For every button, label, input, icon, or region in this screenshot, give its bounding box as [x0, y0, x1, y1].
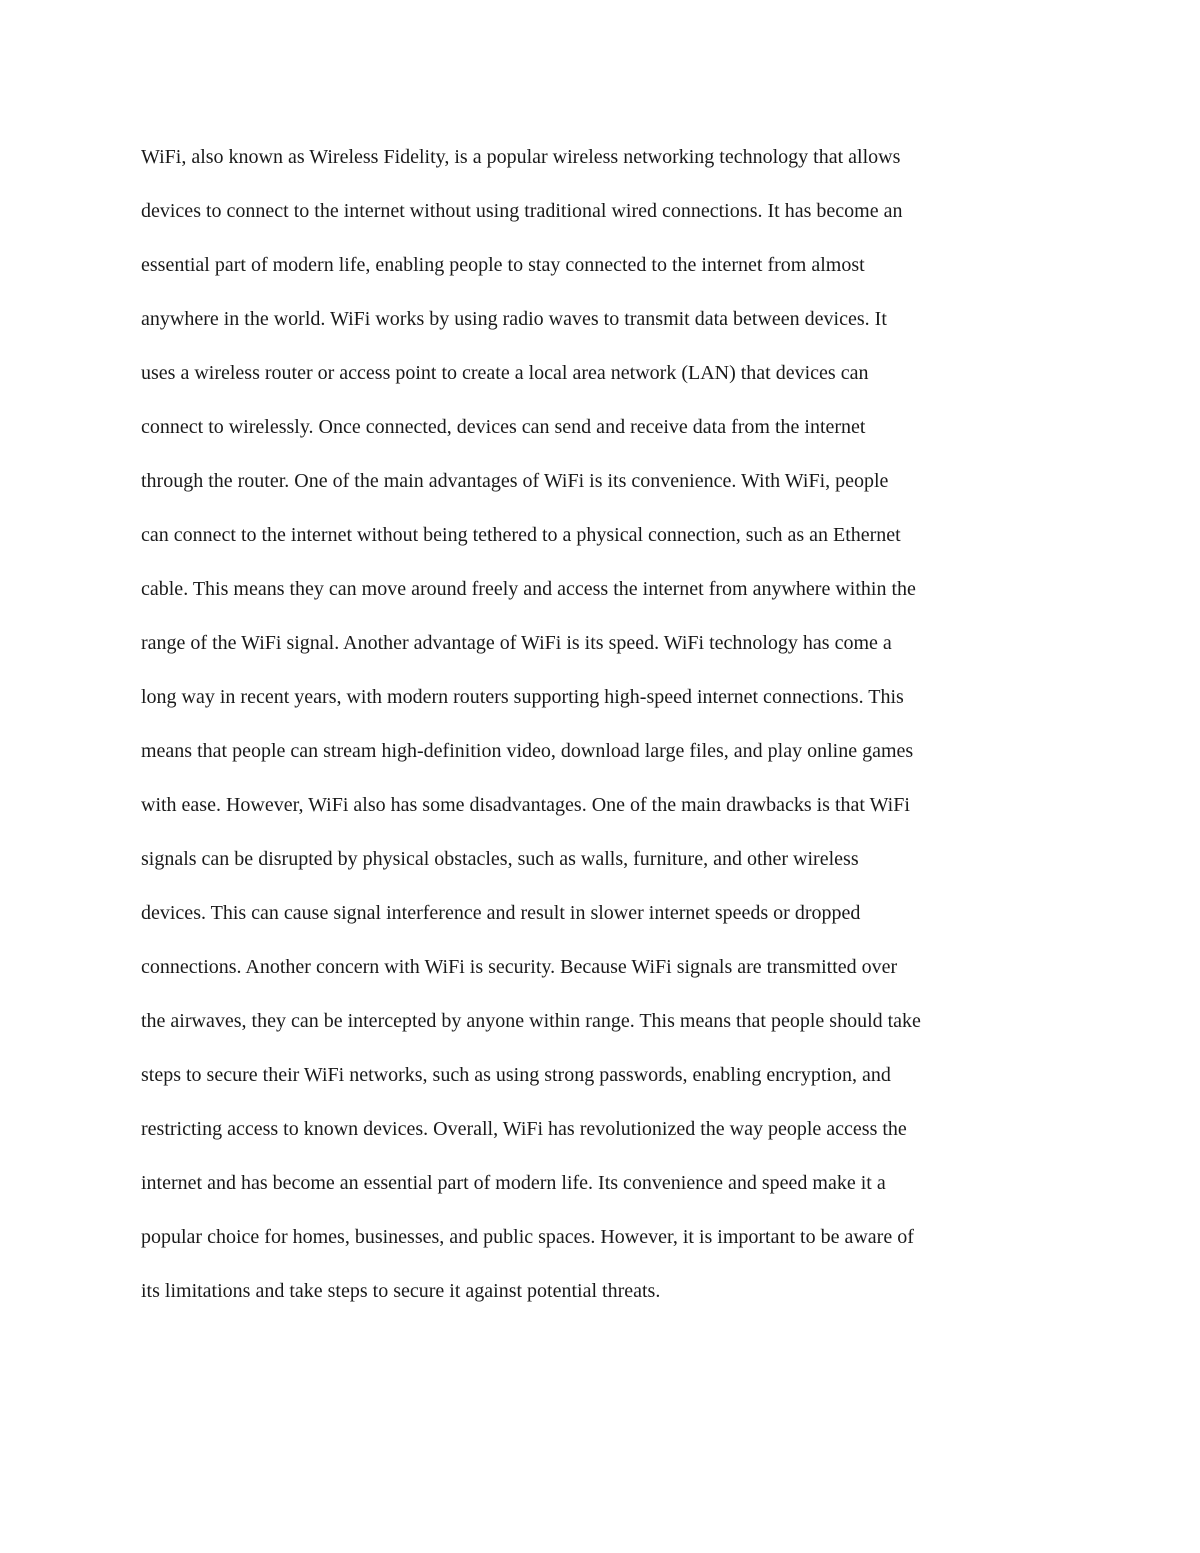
text-line: its limitations and take steps to secure it against potential threats.: [141, 1280, 661, 1302]
text-line: connections. Another concern with WiFi is security. Because WiFi signals are transmitted over: [141, 956, 898, 978]
text-line: uses a wireless router or access point to create a local area network (LAN) that devices can: [141, 362, 869, 384]
text-line: means that people can stream high-definition video, download large files, and play online games: [141, 740, 914, 762]
text-line: devices. This can cause signal interference and result in slower internet speeds or dropped: [141, 902, 861, 924]
text-line: through the router. One of the main advantages of WiFi is its convenience. With WiFi, people: [141, 470, 889, 492]
text-line: anywhere in the world. WiFi works by using radio waves to transmit data between devices. It: [141, 308, 887, 330]
text-line: with ease. However, WiFi also has some disadvantages. One of the main drawbacks is that WiFi: [141, 794, 910, 816]
text-line: essential part of modern life, enabling people to stay connected to the internet from almost: [141, 254, 865, 276]
text-line: popular choice for homes, businesses, and public spaces. However, it is important to be aware of: [141, 1226, 914, 1248]
text-line: the airwaves, they can be intercepted by anyone within range. This means that people should take: [141, 1010, 921, 1032]
text-line: can connect to the internet without being tethered to a physical connection, such as an Ethernet: [141, 524, 901, 546]
text-line: WiFi, also known as Wireless Fidelity, is a popular wireless networking technology that allows: [141, 146, 901, 168]
text-line: steps to secure their WiFi networks, such as using strong passwords, enabling encryption, and: [141, 1064, 891, 1086]
text-line: devices to connect to the internet without using traditional wired connections. It has become an: [141, 200, 903, 222]
text-line: signals can be disrupted by physical obstacles, such as walls, furniture, and other wireless: [141, 848, 859, 870]
body-paragraph: [141, 130, 1081, 1318]
text-line: range of the WiFi signal. Another advantage of WiFi is its speed. WiFi technology has come a: [141, 632, 892, 654]
text-line: connect to wirelessly. Once connected, devices can send and receive data from the internet: [141, 416, 866, 438]
text-line: long way in recent years, with modern routers supporting high-speed internet connections. This: [141, 686, 904, 708]
text-line: internet and has become an essential part of modern life. Its convenience and speed make it a: [141, 1172, 886, 1194]
text-line: restricting access to known devices. Overall, WiFi has revolutionized the way people access the: [141, 1118, 907, 1140]
text-line: cable. This means they can move around freely and access the internet from anywhere within the: [141, 578, 916, 600]
